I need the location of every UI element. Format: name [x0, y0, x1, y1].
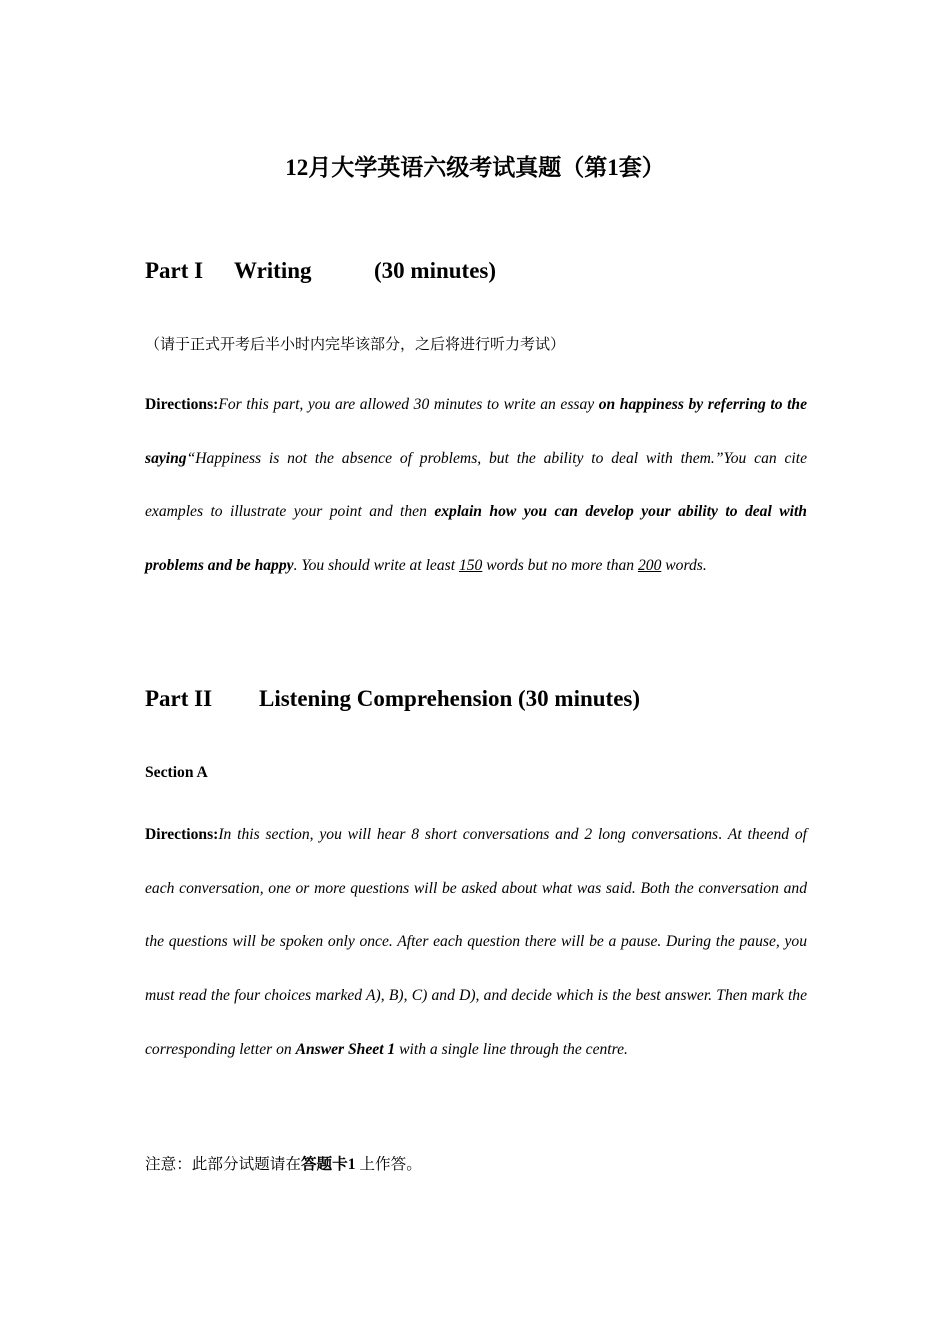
max-words: 200	[637, 557, 662, 575]
part2-name: Listening Comprehension (30 minutes)	[259, 686, 641, 711]
part2-heading	[145, 684, 640, 714]
directions-text: . You should write at least	[293, 557, 459, 575]
part1-directions	[145, 378, 807, 593]
directions-lead: Directions:	[145, 396, 219, 413]
directions-emphasis: explain how you can develop your ability to deal with problems and be happy	[145, 503, 807, 575]
part1-label: Part I	[145, 258, 204, 283]
note-suffix: 上作答。	[355, 1156, 422, 1173]
directions-text: “Happiness is not the absence of problems, but the ability to deal with them.”You can cite examples to illustrate your point and then	[145, 449, 807, 521]
min-words: 150	[458, 557, 483, 575]
part1-time: (30 minutes)	[374, 258, 497, 283]
directions-text: words but no more than	[482, 557, 638, 575]
part2-note	[145, 1154, 422, 1176]
part2-label: Part II	[145, 686, 213, 711]
section-a-label: Section A	[145, 764, 208, 781]
directions-text: For this part, you are allowed 30 minutes to write an essay	[218, 396, 599, 413]
directions-emphasis: on happiness by referring to the saying	[145, 396, 808, 467]
answer-sheet-ref: Answer Sheet 1	[295, 1040, 396, 1058]
page-title: 12月大学英语六级考试真题（第1套）	[285, 155, 665, 180]
part1-note: （请于正式开考后半小时内完毕该部分，之后将进行听力考试）	[145, 337, 566, 353]
part1-heading	[145, 256, 496, 286]
note-answer-sheet: 答题卡1	[300, 1156, 356, 1173]
directions-text: In this section, you will hear 8 short conversations and 2 long conversations	[218, 826, 719, 843]
directions-text: with a single line through the centre.	[395, 1040, 628, 1058]
directions-lead: Directions:	[145, 826, 219, 843]
part2-directions	[145, 808, 807, 1077]
note-prefix: 注意：此部分试题请在	[145, 1156, 301, 1173]
part1-name: Writing	[234, 258, 312, 283]
directions-text: words.	[661, 557, 707, 575]
directions-text: .	[718, 826, 728, 843]
directions-text: At theend of each conversation, one or more questions will be asked about what was said. Both the conversation and the questions will be spoken only once. After each question there will be a pause. During the pause, you must read the four choices marked A), B), C) and D), and decide which is the best answer. Then mark the corresponding letter on	[145, 826, 808, 1058]
